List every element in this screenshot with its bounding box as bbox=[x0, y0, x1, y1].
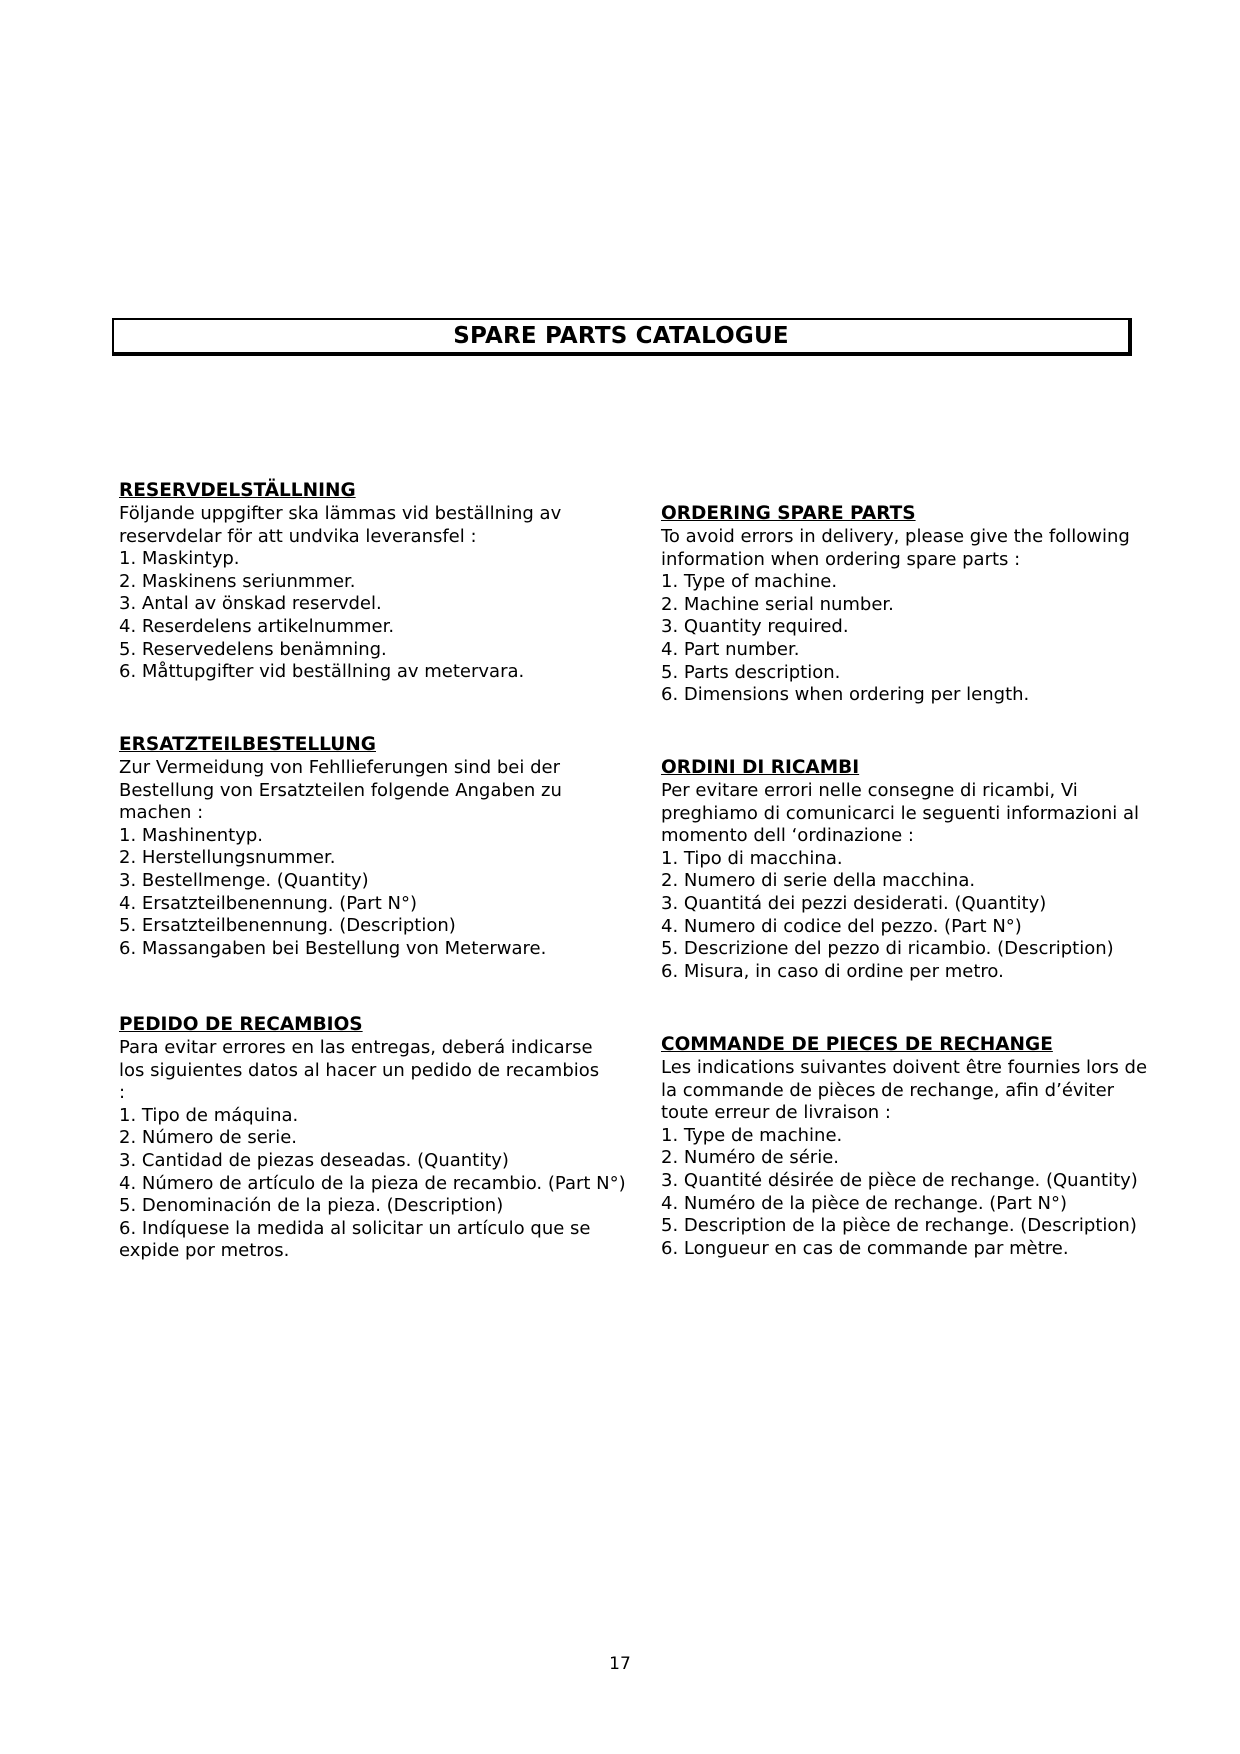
section-heading-spanish: PEDIDO DE RECAMBIOS bbox=[119, 1014, 363, 1035]
list-item: 2. Número de serie. bbox=[119, 1127, 297, 1149]
list-item: 4. Reserdelens artikelnummer. bbox=[119, 615, 395, 637]
list-item: 1. Tipo di macchina. bbox=[661, 847, 843, 869]
list-item: 4. Número de artículo de la pieza de recambio. (Part N°) bbox=[119, 1172, 626, 1194]
list-item: 3. Quantité désirée de pièce de rechange. (Quantity) bbox=[661, 1169, 1138, 1191]
list-item: 2. Maskinens seriunmmer. bbox=[119, 570, 356, 592]
list-item: 2. Numero di serie della macchina. bbox=[661, 870, 976, 892]
section-heading-swedish: RESERVDELSTÄLLNING bbox=[119, 480, 356, 501]
list-item: 2. Herstellungsnummer. bbox=[119, 847, 336, 869]
list-item: 2. Machine serial number. bbox=[661, 593, 894, 615]
section-french bbox=[661, 1033, 1191, 1260]
section-list-italian bbox=[661, 848, 1191, 984]
list-item: 4. Ersatzteilbenennung. (Part N°) bbox=[119, 892, 417, 914]
list-item: 3. Cantidad de piezas deseadas. (Quantity) bbox=[119, 1149, 509, 1171]
list-item: 5. Ersatzteilbenennung. (Description) bbox=[119, 915, 456, 937]
list-item: 6. Massangaben bei Bestellung von Meterware. bbox=[119, 937, 547, 959]
list-item: 3. Quantitá dei pezzi desiderati. (Quantity) bbox=[661, 892, 1047, 914]
list-item: 1. Tipo de máquina. bbox=[119, 1104, 299, 1126]
section-intro-italian: Per evitare errori nelle consegne di ricambi, Vi preghiamo di comunicarci le seguenti informazioni al momento dell ‘ordinazione : bbox=[661, 780, 1139, 847]
list-item: 4. Numéro de la pièce de rechange. (Part N°) bbox=[661, 1192, 1068, 1214]
list-item: 1. Mashinentyp. bbox=[119, 824, 263, 846]
section-swedish bbox=[119, 479, 649, 684]
list-item: 3. Antal av önskad reservdel. bbox=[119, 593, 382, 615]
section-list-spanish bbox=[119, 1105, 649, 1263]
list-item: 5. Descrizione del pezzo di ricambio. (Description) bbox=[661, 938, 1114, 960]
page-title: SPARE PARTS CATALOGUE bbox=[453, 323, 789, 349]
list-item: 5. Reservedelens benämning. bbox=[119, 638, 387, 660]
section-intro-swedish: Följande uppgifter ska lämmas vid beställning av reservdelar för att undvika leveransfel : bbox=[119, 503, 562, 547]
list-item: 6. Indíquese la medida al solicitar un artículo que se expide por metros. bbox=[119, 1217, 591, 1262]
list-item: 6. Longueur en cas de commande par mètre. bbox=[661, 1237, 1069, 1259]
section-intro-english: To avoid errors in delivery, please give the following information when ordering spare parts : bbox=[661, 526, 1130, 570]
section-heading-french: COMMANDE DE PIECES DE RECHANGE bbox=[661, 1034, 1053, 1055]
title-box bbox=[112, 318, 1132, 356]
section-intro-french: Les indications suivantes doivent être fournies lors de la commande de pièces de rechange, afin d’éviter toute erreur de livraison : bbox=[661, 1057, 1148, 1124]
list-item: 1. Maskintyp. bbox=[119, 548, 240, 570]
list-item: 2. Numéro de série. bbox=[661, 1147, 839, 1169]
section-spanish bbox=[119, 1013, 649, 1263]
section-german bbox=[119, 733, 649, 960]
page-number: 17 bbox=[609, 1654, 631, 1674]
section-intro-german: Zur Vermeidung von Fehllieferungen sind bei der Bestellung von Ersatzteilen folgende Angaben zu machen : bbox=[119, 757, 562, 824]
list-item: 4. Part number. bbox=[661, 638, 800, 660]
section-italian bbox=[661, 756, 1191, 983]
list-item: 1. Type of machine. bbox=[661, 571, 838, 593]
section-heading-italian: ORDINI DI RICAMBI bbox=[661, 757, 860, 778]
section-list-english bbox=[661, 571, 1191, 707]
list-item: 3. Bestellmenge. (Quantity) bbox=[119, 869, 369, 891]
section-heading-german: ERSATZTEILBESTELLUNG bbox=[119, 734, 376, 755]
section-english bbox=[661, 502, 1191, 707]
list-item: 3. Quantity required. bbox=[661, 616, 849, 638]
section-intro-spanish: Para evitar errores en las entregas, deberá indicarse los siguientes datos al hacer un pedido de recambios : bbox=[119, 1037, 600, 1104]
list-item: 1. Type de machine. bbox=[661, 1124, 843, 1146]
list-item: 6. Måttupgifter vid beställning av metervara. bbox=[119, 661, 525, 683]
list-item: 6. Dimensions when ordering per length. bbox=[661, 684, 1030, 706]
section-list-german bbox=[119, 825, 649, 961]
section-heading-english: ORDERING SPARE PARTS bbox=[661, 503, 916, 524]
list-item: 5. Parts description. bbox=[661, 661, 841, 683]
section-list-swedish bbox=[119, 548, 649, 684]
list-item: 6. Misura, in caso di ordine per metro. bbox=[661, 960, 1004, 982]
list-item: 4. Numero di codice del pezzo. (Part N°) bbox=[661, 915, 1022, 937]
list-item: 5. Denominación de la pieza. (Description) bbox=[119, 1195, 504, 1217]
list-item: 5. Description de la pièce de rechange. (Description) bbox=[661, 1215, 1137, 1237]
section-list-french bbox=[661, 1125, 1191, 1261]
